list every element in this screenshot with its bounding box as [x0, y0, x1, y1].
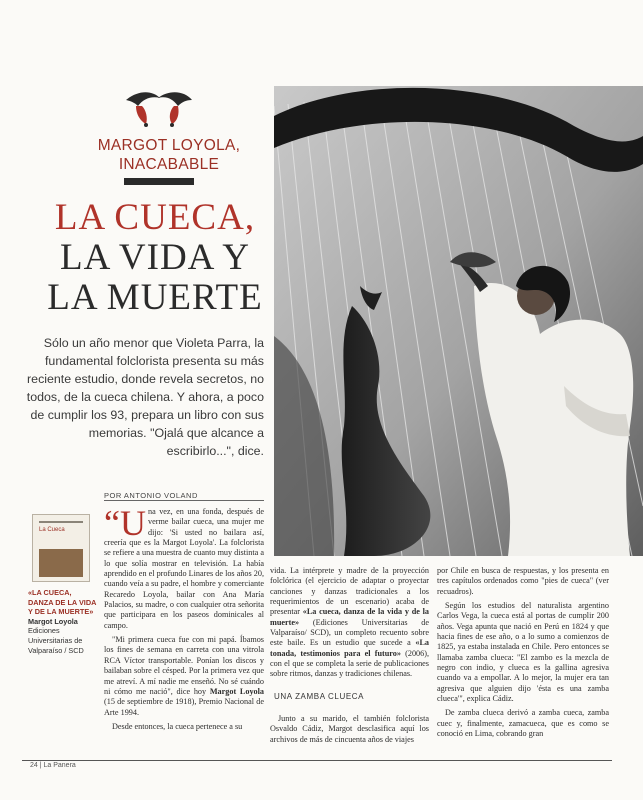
title-line-1: LA CUECA, [54, 197, 256, 238]
paragraph-text: Según los estudios del naturalista argentino Carlos Vega, la cueca está al portas de cumplir 200 años. Vega apunta que nació en Perú en 1824 y que hacia fines de ese año, o a lo sumo a comienzos de 1825, ya estaba instalada en Chile. Pero entonces se llamaba zamba clueca: "El zambo es la mezcla de negro con indio, y clueca es la gallina agresiva cuando va a empollar. A lo mejor, la mujer era tan agresiva que alguien dijo 'ésta es una zamba clueca'", explica Cádiz. [437, 601, 609, 704]
paragraph-text: Desde entonces, la cueca pertenece a su [112, 721, 243, 731]
cover-rule [39, 521, 83, 523]
paragraph-text: na vez, en una fonda, después de verme bailar cueca, una mujer me dijo: 'Si usted no bailara así, creería que es la Margot Loyola'. La folclorista se refiere a una muestra de cuanto muy distinta a lo que solía mostrar en televisión. La había aprendido en el profundo Linares de los años 20, cuando veía a su padre, el hombre y comerciante Recaredo Loyola, bailar con Ana María Palacios, su madre, o con cualquier otra señorita que participara en los paseos dominicales al campo. [104, 507, 264, 630]
paragraph [104, 503, 264, 631]
book-cover-image [32, 514, 90, 582]
paragraph [437, 601, 609, 704]
article-lede: Sólo un año menor que Violeta Parra, la fundamental folclorista presenta su más reciente estudio, donde revela secretos, no todos, de la cueca chilena. Y ahora, a poco de cumplir los 93, prepara un libro con sus memorias. "Ojalá que alcance a escribirlo...", dice. [26, 336, 264, 458]
byline: POR ANTONIO VOLAND [104, 491, 198, 500]
paragraph-text: Junto a su marido, el también folclorista Osvaldo Cádiz, Margot desclasifica aquí los archivos de más de cincuenta años de viajes [270, 714, 429, 744]
page-footer: 24 | La Panera [30, 762, 76, 769]
footer-rule [22, 760, 612, 761]
paragraph-text: (Ediciones Universitarias de Valparaíso/ SCD), un completo recuento sobre este baile. Es un estudio que sucede a [270, 617, 429, 648]
paragraph [437, 708, 609, 739]
article-column-1 [104, 503, 264, 736]
article-title [10, 198, 300, 318]
paragraph [270, 714, 429, 745]
paragraph-text: vida. La intérprete y madre de la proyección folclórica (el ejercicio de adaptar o proyectar canciones y danzas tradicionales a los requerimientos de un escenario) acaba de presentar [270, 566, 429, 617]
birds-logo-icon [122, 86, 196, 128]
book-title: «La cueca, danza de la vida y de la muerte» [270, 607, 429, 627]
kicker-line-2: INACABABLE [118, 156, 220, 173]
person-name: Margot Loyola [209, 686, 264, 696]
photo-illustration [274, 86, 643, 556]
caption-author: Margot Loyola [28, 616, 78, 626]
paragraph-text: "Mi primera cueca fue con mi papá. Íbamos los fines de semana en carreta con una vitrola RCA Víctor transportable. Ponían los discos y bailaban sobre el césped. Por la primera vez que me atreví. A mí nadie me enseñó. No sé cuándo ni cómo me nació", dice hoy [104, 635, 264, 696]
article-column-3 [437, 566, 609, 744]
book-caption [28, 588, 98, 655]
title-line-2: LA VIDA Y [60, 237, 250, 278]
cover-photo [39, 549, 83, 577]
dancer-harp-photo [274, 86, 643, 556]
paragraph [104, 722, 264, 732]
title-line-3: LA MUERTE [47, 277, 263, 318]
paragraph-text: (2006), con el que se completa la serie de publicaciones sobre ritmos, danzas y tradiciones chilenas. [270, 648, 430, 679]
paragraph-text: (15 de septiembre de 1918), Premio Nacional de Arte 1994. [104, 697, 264, 717]
kicker-line-1: MARGOT LOYOLA, [97, 137, 241, 154]
caption-book-title: «LA CUECA, DANZA DE LA VIDA Y DE LA MUERTE» [28, 588, 97, 617]
section-kicker [40, 136, 298, 174]
article-column-2 [270, 566, 429, 749]
kicker-bar [124, 178, 194, 185]
drop-cap: “U [104, 503, 146, 543]
paragraph-text: por Chile en busca de respuestas, y los presenta en tres capítulos ordenados como "pies de cueca" (ver recuadros). [437, 566, 609, 596]
section-subhead: UNA ZAMBA CLUECA [274, 691, 365, 701]
caption-publisher: Ediciones Universitarias de Valparaíso / SCD [28, 626, 84, 655]
cover-title: La Cueca [39, 527, 65, 533]
paragraph [270, 566, 429, 680]
book-title: «La tonada, testimonios para el futuro» [270, 638, 429, 658]
paragraph [104, 635, 264, 718]
paragraph [437, 566, 609, 597]
byline-rule [104, 500, 264, 501]
paragraph-text: De zamba clueca derivó a zamba cueca, zamba cuec y, finalmente, zamacueca, que es como se conoció en Lima, cobrando gran [437, 708, 609, 739]
